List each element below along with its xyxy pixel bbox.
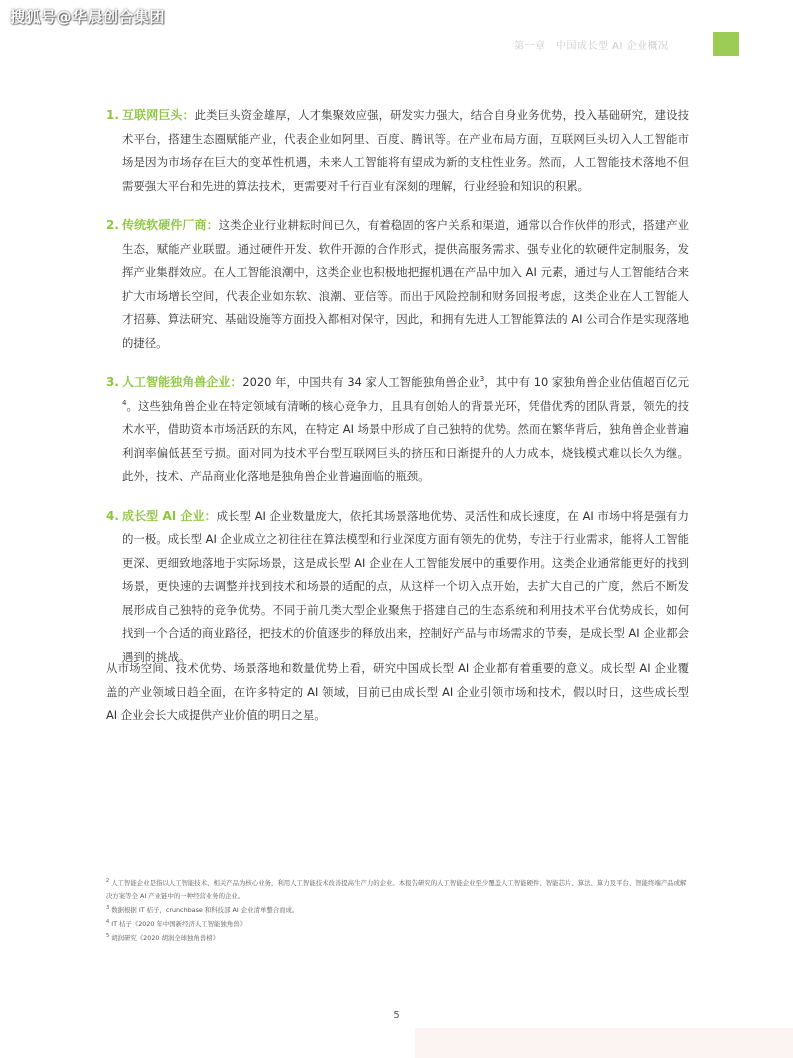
footnote-text: 胡润研究《2020 胡润全球独角兽榜》 [111, 933, 219, 942]
list-item [106, 214, 689, 355]
footnote-mark: 2 [106, 877, 110, 884]
item-body [122, 505, 689, 670]
page-number: 5 [393, 1010, 400, 1021]
item-text: 2020 年，中国共有 34 家人工智能独角兽企业 [242, 375, 480, 389]
footer-band [415, 1028, 793, 1058]
footnote [106, 904, 689, 917]
item-text: 。这些独角兽企业在特定领域有清晰的核心竞争力，且具有创始人的背景光环，凭借优秀的团队背景，领先的技术水平，借助资本市场活跃的东风，在特定 AI 场景中形成了自己独特的优势。然而在繁华背后，独角兽企业普遍利润率偏低甚至亏损。面对同为技术平台型互联网巨头的挤压和日渐提升的人力成本，烧钱模式难以长久为继。此外，技术、产品商业化落地是独角兽企业普遍面临的瓶颈。 [122, 398, 689, 483]
summary-paragraph: 从市场空间、技术优势、场景落地和数量优势上看，研究中国成长型 AI 企业都有着重要的意义。成长型 AI 企业覆盖的产业领域日趋全面，在许多特定的 AI 领域，目前已由成长型 AI 企业引领市场和技术，假以时日，这些成长型 AI 企业会长大成提供产业价值的明日之星。 [106, 661, 689, 722]
item-body [122, 371, 689, 489]
list-item [106, 104, 689, 198]
footnote-text: IT 桔子《2020 年中国新经济人工智能独角兽》 [111, 919, 246, 928]
item-number: 1. [106, 108, 119, 122]
footnote-ref: 3 [479, 375, 485, 384]
footnote-mark: 4 [106, 918, 110, 925]
list-item [106, 505, 689, 670]
footnote-text: 数据根据 IT 桔子，crunchbase 和科技部 AI 企业清单整合而成。 [111, 905, 299, 914]
item-title: 人工智能独角兽企业： [122, 375, 243, 389]
enterprise-type-list [106, 104, 689, 685]
item-text: 此类巨头资金雄厚，人才集聚效应强，研发实力强大，结合自身业务优势，投入基础研究，建设技术平台，搭建生态圈赋能产业，代表企业如阿里、百度、腾讯等。在产业布局方面，互联网巨头切入人工智能市场是因为市场存在巨大的变革性机遇，未来人工智能将有望成为新的支柱性业务。然而，人工智能技术落地不但需要强大平台和先进的算法技术，更需要对千行百业有深刻的理解，行业经验和知识的积累。 [122, 108, 689, 193]
watermark: 搜狐号@华晨创合集团 [10, 8, 166, 26]
footnote-ref: 4 [122, 398, 127, 407]
list-item [106, 371, 689, 489]
footnote-text: 人工智能企业是指以人工智能技术、相关产品为核心业务，利用人工智能技术改善提高生产力的企业。本报告研究的人工智能企业至少覆盖人工智能硬件、智能芯片、算法、算力及平台、智能终端产品或解决方案等全 AI 产业链中的一种经营业务的企业。 [106, 879, 687, 900]
item-text: ，其中有 10 家独角兽企业估值超百亿元 [484, 375, 689, 389]
item-body [122, 214, 689, 355]
item-title: 互联网巨头： [122, 108, 195, 122]
item-body [122, 104, 689, 198]
corner-accent-square [713, 32, 739, 56]
item-number: 2. [106, 218, 119, 232]
item-text: 成长型 AI 企业数量庞大，依托其场景落地优势、灵活性和成长速度，在 AI 市场中将是强有力的一极。成长型 AI 企业成立之初往往在算法模型和行业深度方面有领先的优势，专注于行业需求，能将人工智能更深、更细致地落地于实际场景，这是成长型 AI 企业在人工智能发展中的重要作用。这类企业通常能更好的找到场景，更快速的去调整并找到技术和场景的适配的点，从这样一个切入点开始，去扩大自己的广度，然后不断发展形成自己独特的竞争优势。不同于前几类大型企业聚焦于搭建自己的生态系统和利用技术平台优势成长，如何找到一个合适的商业路径，把技术的价值逐步的释放出来，控制好产品与市场需求的节奏，是成长型 AI 企业都会遇到的挑战。 [122, 508, 689, 664]
footnote-mark: 5 [106, 932, 110, 939]
item-number: 3. [106, 375, 119, 389]
item-title: 传统软硬件厂商： [122, 218, 219, 232]
item-title: 成长型 AI 企业： [122, 508, 217, 523]
footnote [106, 932, 689, 945]
item-text: 这类企业行业耕耘时间已久，有着稳固的客户关系和渠道，通常以合作伙伴的形式，搭建产业生态，赋能产业联盟。通过硬件开发、软件开源的合作形式，提供高服务需求、强专业化的软硬件定制服务，发挥产业集群效应。在人工智能浪潮中，这类企业也积极地把握机遇在产品中加入 AI 元素，通过与人工智能结合来扩大市场增长空间，代表企业如东软、浪潮、亚信等。而出于风险控制和财务回报考虑，这类企业在人工智能人才招募、算法研究、基础设施等方面投入都相对保守，因此，和拥有先进人工智能算法的 AI 公司合作是实现落地的捷径。 [122, 218, 689, 350]
chapter-header: 第一章 中国成长型 AI 企业概况 [514, 41, 669, 52]
footnote-mark: 3 [106, 904, 110, 911]
footnotes [106, 877, 689, 946]
item-number: 4. [106, 508, 119, 523]
footnote [106, 918, 689, 931]
footnote [106, 877, 689, 902]
